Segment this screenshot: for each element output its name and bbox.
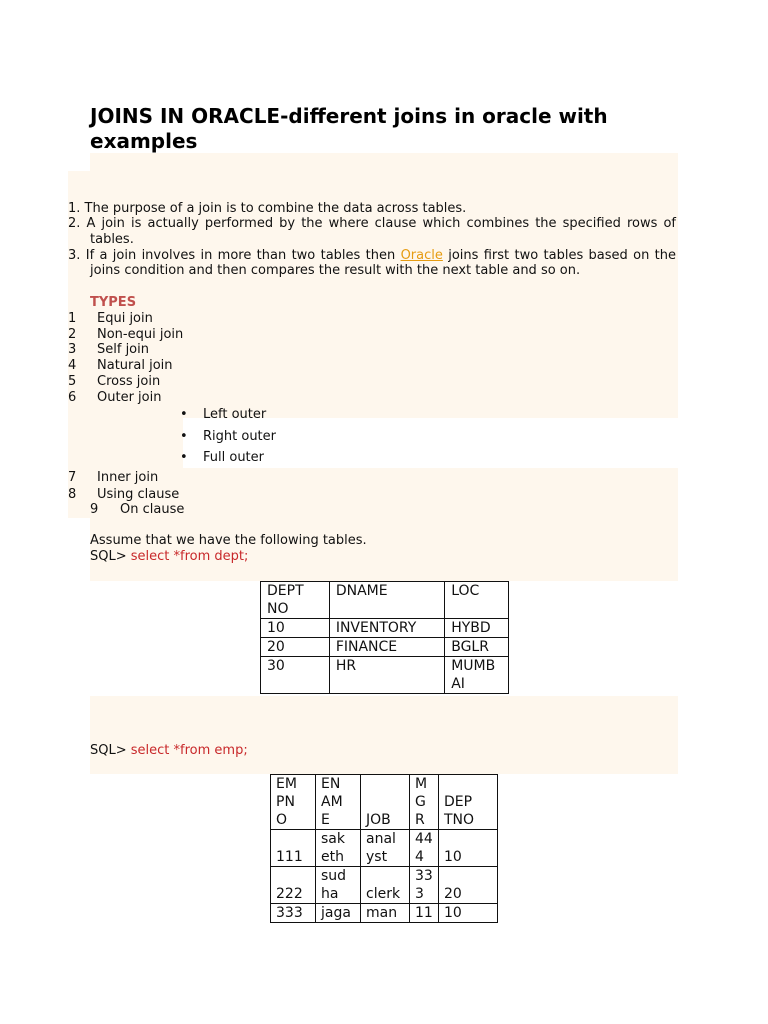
type-item-3-number: 3 — [68, 342, 77, 357]
emp-header-empno: EM PN O — [271, 775, 316, 830]
table-cell: 30 — [261, 657, 330, 694]
oracle-link[interactable]: Oracle — [400, 248, 443, 263]
table-cell: 10 — [261, 619, 330, 638]
table-cell: anal yst — [361, 830, 410, 867]
dept-header-loc: LOC — [445, 582, 509, 619]
table-cell: sak eth — [316, 830, 361, 867]
table-cell: jaga — [316, 904, 361, 923]
dept-table — [260, 581, 509, 694]
emp-header-mgr: M G R — [410, 775, 439, 830]
table-cell: 10 — [439, 830, 498, 867]
sql-emp-query — [90, 743, 248, 759]
sql-prompt: SQL> — [90, 743, 131, 758]
type-item-6-number: 6 — [68, 390, 77, 405]
type-item-9-number: 9 — [90, 502, 99, 517]
sql-command: select *from emp; — [130, 743, 248, 758]
page-title: JOINS IN ORACLE-different joins in oracle with examples — [90, 104, 608, 153]
type-item-2-number: 2 — [68, 327, 77, 342]
table-cell: HR — [329, 657, 444, 694]
outer-item-full: Full outer — [203, 450, 264, 465]
outer-item-left: Left outer — [203, 407, 267, 422]
type-item-4-number: 4 — [68, 358, 77, 373]
types-heading: TYPES — [90, 295, 137, 310]
table-header-row — [271, 775, 498, 830]
sql-command: select *from dept; — [130, 549, 249, 564]
type-item-6-label: Outer join — [97, 390, 162, 405]
table-cell: 44 4 — [410, 830, 439, 867]
table-cell: 10 — [439, 904, 498, 923]
table-row — [271, 867, 498, 904]
dept-header-dname: DNAME — [329, 582, 444, 619]
type-item-1-number: 1 — [68, 311, 77, 326]
table-cell: 33 3 — [410, 867, 439, 904]
bullet-icon: • — [180, 407, 188, 422]
table-cell: INVENTORY — [329, 619, 444, 638]
table-cell: 11 — [410, 904, 439, 923]
type-item-2-label: Non-equi join — [97, 327, 184, 342]
outer-item-right: Right outer — [203, 429, 276, 444]
type-item-7-label: Inner join — [97, 470, 159, 485]
point-1: 1. The purpose of a join is to combine the data across tables. — [68, 201, 467, 216]
bullet-icon: • — [180, 429, 188, 444]
type-item-5-label: Cross join — [97, 374, 161, 389]
emp-table — [270, 774, 498, 923]
table-cell: man — [361, 904, 410, 923]
type-item-5-number: 5 — [68, 374, 77, 389]
type-item-3-label: Self join — [97, 342, 149, 357]
table-cell: HYBD — [445, 619, 509, 638]
table-cell: 111 — [271, 830, 316, 867]
sql-prompt: SQL> — [90, 549, 131, 564]
point-3-text-end: joins first two tables based on the — [442, 248, 677, 263]
emp-header-ename: EN AM E — [316, 775, 361, 830]
sql-dept-query — [90, 549, 248, 565]
table-row — [271, 830, 498, 867]
table-cell: 222 — [271, 867, 316, 904]
table-cell: sud ha — [316, 867, 361, 904]
table-row — [261, 657, 509, 694]
emp-header-job: JOB — [361, 775, 410, 830]
emp-header-deptno: DEP TNO — [439, 775, 498, 830]
point-3-line-1 — [68, 248, 676, 264]
table-header-row — [261, 582, 509, 619]
table-row — [261, 638, 509, 657]
table-cell: 333 — [271, 904, 316, 923]
table-row — [261, 619, 509, 638]
point-3-line-2: joins condition and then compares the result with the next table and so on. — [90, 263, 581, 278]
point-2-line-1: 2. A join is actually performed by the where clause which combines the specified rows of — [68, 216, 676, 231]
table-cell: clerk — [361, 867, 410, 904]
table-cell: MUMB AI — [445, 657, 509, 694]
dept-header-deptno: DEPT NO — [261, 582, 330, 619]
table-cell: 20 — [439, 867, 498, 904]
point-2-line-2: tables. — [90, 232, 134, 247]
content-background-top — [90, 153, 678, 171]
type-item-4-label: Natural join — [97, 358, 173, 373]
type-item-8-number: 8 — [68, 487, 77, 502]
bullet-icon: • — [180, 450, 188, 465]
type-item-7-number: 7 — [68, 470, 77, 485]
table-cell: 20 — [261, 638, 330, 657]
type-item-8-label: Using clause — [97, 487, 180, 502]
type-item-1-label: Equi join — [97, 311, 153, 326]
table-cell: FINANCE — [329, 638, 444, 657]
content-background-left — [68, 418, 183, 468]
table-cell: BGLR — [445, 638, 509, 657]
table-row — [271, 904, 498, 923]
type-item-9-label: On clause — [120, 502, 185, 517]
assume-text: Assume that we have the following tables. — [90, 533, 367, 548]
point-3-text-start: 3. If a join involves in more than two tables then — [68, 248, 401, 263]
content-background-sql2 — [90, 696, 678, 774]
